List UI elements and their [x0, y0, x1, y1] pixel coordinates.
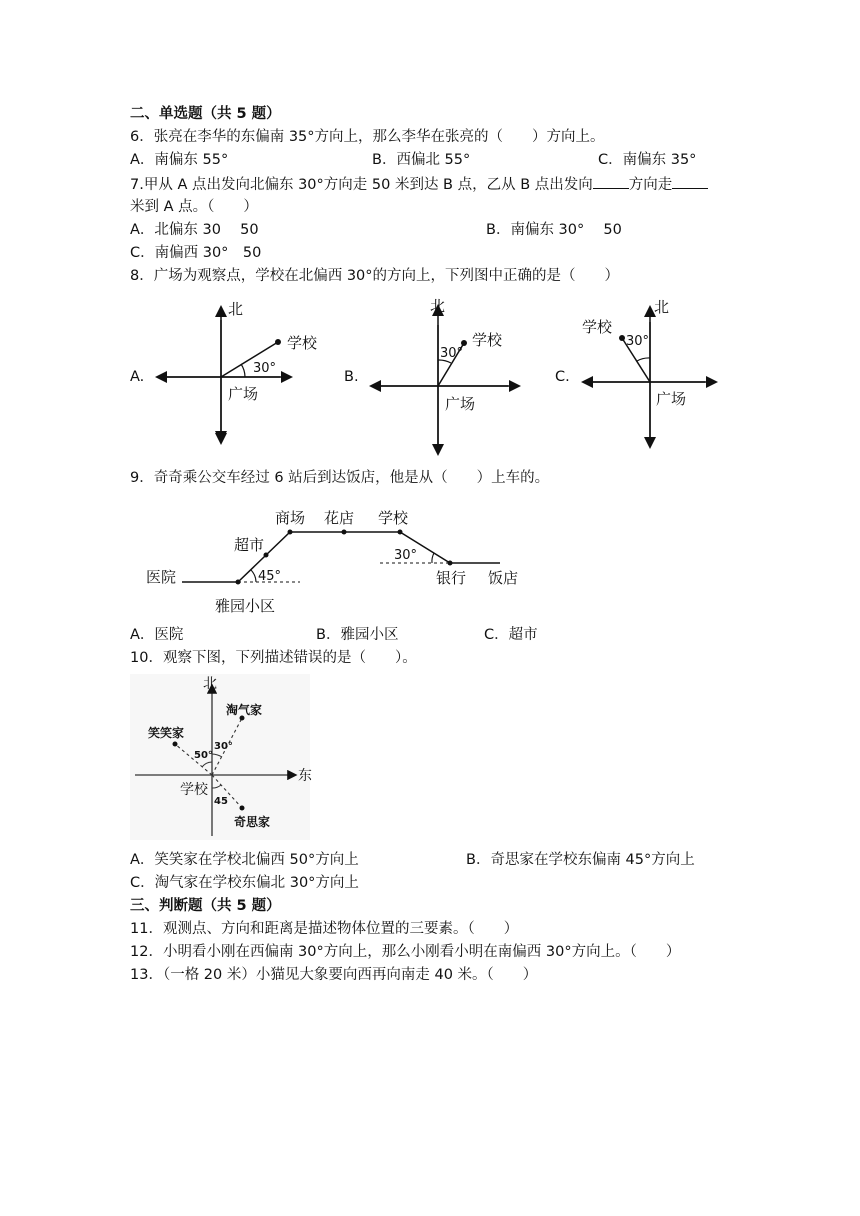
q8b-square-label: 广场 — [445, 395, 476, 413]
q10-angle-30: 30° — [214, 741, 233, 752]
q10-location-map — [130, 674, 330, 840]
q9-bank-label: 银行 — [436, 569, 467, 587]
q8-option-a-label: A. — [130, 369, 145, 385]
section3-header: 三、判断题（共 5 题） — [130, 898, 281, 914]
q8a-north-label: 北 — [228, 300, 244, 318]
q10-east-label: 东 — [298, 768, 312, 784]
q10-angle-45: 45 — [214, 796, 228, 807]
q6-stem: 6．张亮在李华的东偏南 35°方向上，那么李华在张亮的（ ）方向上。 — [130, 129, 605, 145]
q10-option-a: A．笑笑家在学校北偏西 50°方向上 — [130, 852, 359, 868]
q8c-angle-label: 30° — [626, 334, 650, 349]
q10-qisi-label: 奇思家 — [234, 815, 271, 829]
q12-stem: 12．小明看小刚在西偏南 30°方向上，那么小刚看小明在南偏西 30°方向上。（ ） — [130, 944, 681, 960]
q13-stem: 13．（一格 20 米）小猫见大象要向西再向南走 40 米。（ ） — [130, 967, 538, 983]
q8c-school-label: 学校 — [582, 318, 613, 336]
q10-option-b: B．奇思家在学校东偏南 45°方向上 — [466, 852, 695, 868]
q9-community-label: 雅园小区 — [215, 597, 276, 615]
q9-option-c: C．超市 — [484, 627, 538, 643]
q9-mall-label: 商场 — [275, 509, 306, 527]
q9-flower-label: 花店 — [324, 509, 355, 527]
q10-school-label: 学校 — [180, 782, 208, 798]
q7-option-c: C．南偏西 30° 50 — [130, 245, 262, 261]
q9-option-a: A．医院 — [130, 627, 184, 643]
q9-restaurant-label: 饭店 — [488, 569, 519, 587]
q10-taoqi-label: 淘气家 — [226, 703, 263, 717]
q8-stem: 8．广场为观察点，学校在北偏西 30°的方向上，下列图中正确的是（ ） — [130, 268, 620, 284]
q9-bus-route-map — [140, 500, 540, 620]
q9-supermarket-label: 超市 — [234, 536, 265, 554]
q7-blank-distance — [672, 174, 708, 189]
q7-stem-part1: 7.甲从 A 点出发向北偏东 30°方向走 50 米到达 B 点，乙从 B 点出发向 — [130, 177, 593, 193]
q8-diagram-a — [150, 300, 330, 450]
q8-option-c-label: C. — [555, 369, 570, 385]
q8b-school-label: 学校 — [472, 331, 503, 349]
q8c-north-label: 北 — [654, 298, 670, 316]
q6-option-b: B．西偏北 55° — [372, 152, 471, 168]
q7-stem-part2: 方向走 — [628, 177, 673, 193]
q8-diagram-c — [580, 298, 725, 453]
q9-school-label: 学校 — [378, 509, 409, 527]
q8-option-b-label: B. — [344, 369, 359, 385]
q10-north-label: 北 — [203, 676, 217, 692]
q7-option-a: A．北偏东 30 50 — [130, 222, 259, 238]
q8b-angle-label: 30° — [440, 346, 464, 361]
q8a-angle-label: 30° — [253, 361, 277, 376]
q8b-north-label: 北 — [430, 297, 446, 315]
q11-stem: 11．观测点、方向和距离是描述物体位置的三要素。（ ） — [130, 921, 519, 937]
q6-option-a: A．南偏东 55° — [130, 152, 229, 168]
q6-option-c: C．南偏东 35° — [598, 152, 697, 168]
q7-stem — [130, 174, 708, 195]
q8c-square-label: 广场 — [656, 390, 687, 408]
q10-xiaoxiao-label: 笑笑家 — [148, 726, 185, 740]
q7-stem-part3: 米到 A 点。（ ） — [130, 199, 258, 215]
q10-option-c: C．淘气家在学校东偏北 30°方向上 — [130, 875, 359, 891]
q7-blank-direction — [593, 174, 629, 189]
section2-header: 二、单选题（共 5 题） — [130, 106, 281, 122]
q9-stem: 9．奇奇乘公交车经过 6 站后到达饭店，他是从（ ）上车的。 — [130, 470, 550, 486]
q9-option-b: B．雅园小区 — [316, 627, 399, 643]
q8a-square-label: 广场 — [228, 385, 259, 403]
q10-stem: 10．观察下图，下列描述错误的是（ ）。 — [130, 650, 417, 666]
q9-hospital-label: 医院 — [146, 568, 177, 586]
q9-angle-30: 30° — [394, 548, 418, 563]
q8-diagram-b — [368, 295, 538, 455]
q8a-school-label: 学校 — [287, 334, 318, 352]
q9-angle-45: 45° — [258, 569, 282, 584]
q7-option-b: B．南偏东 30° 50 — [486, 222, 622, 238]
q10-angle-50: 50° — [194, 750, 213, 761]
